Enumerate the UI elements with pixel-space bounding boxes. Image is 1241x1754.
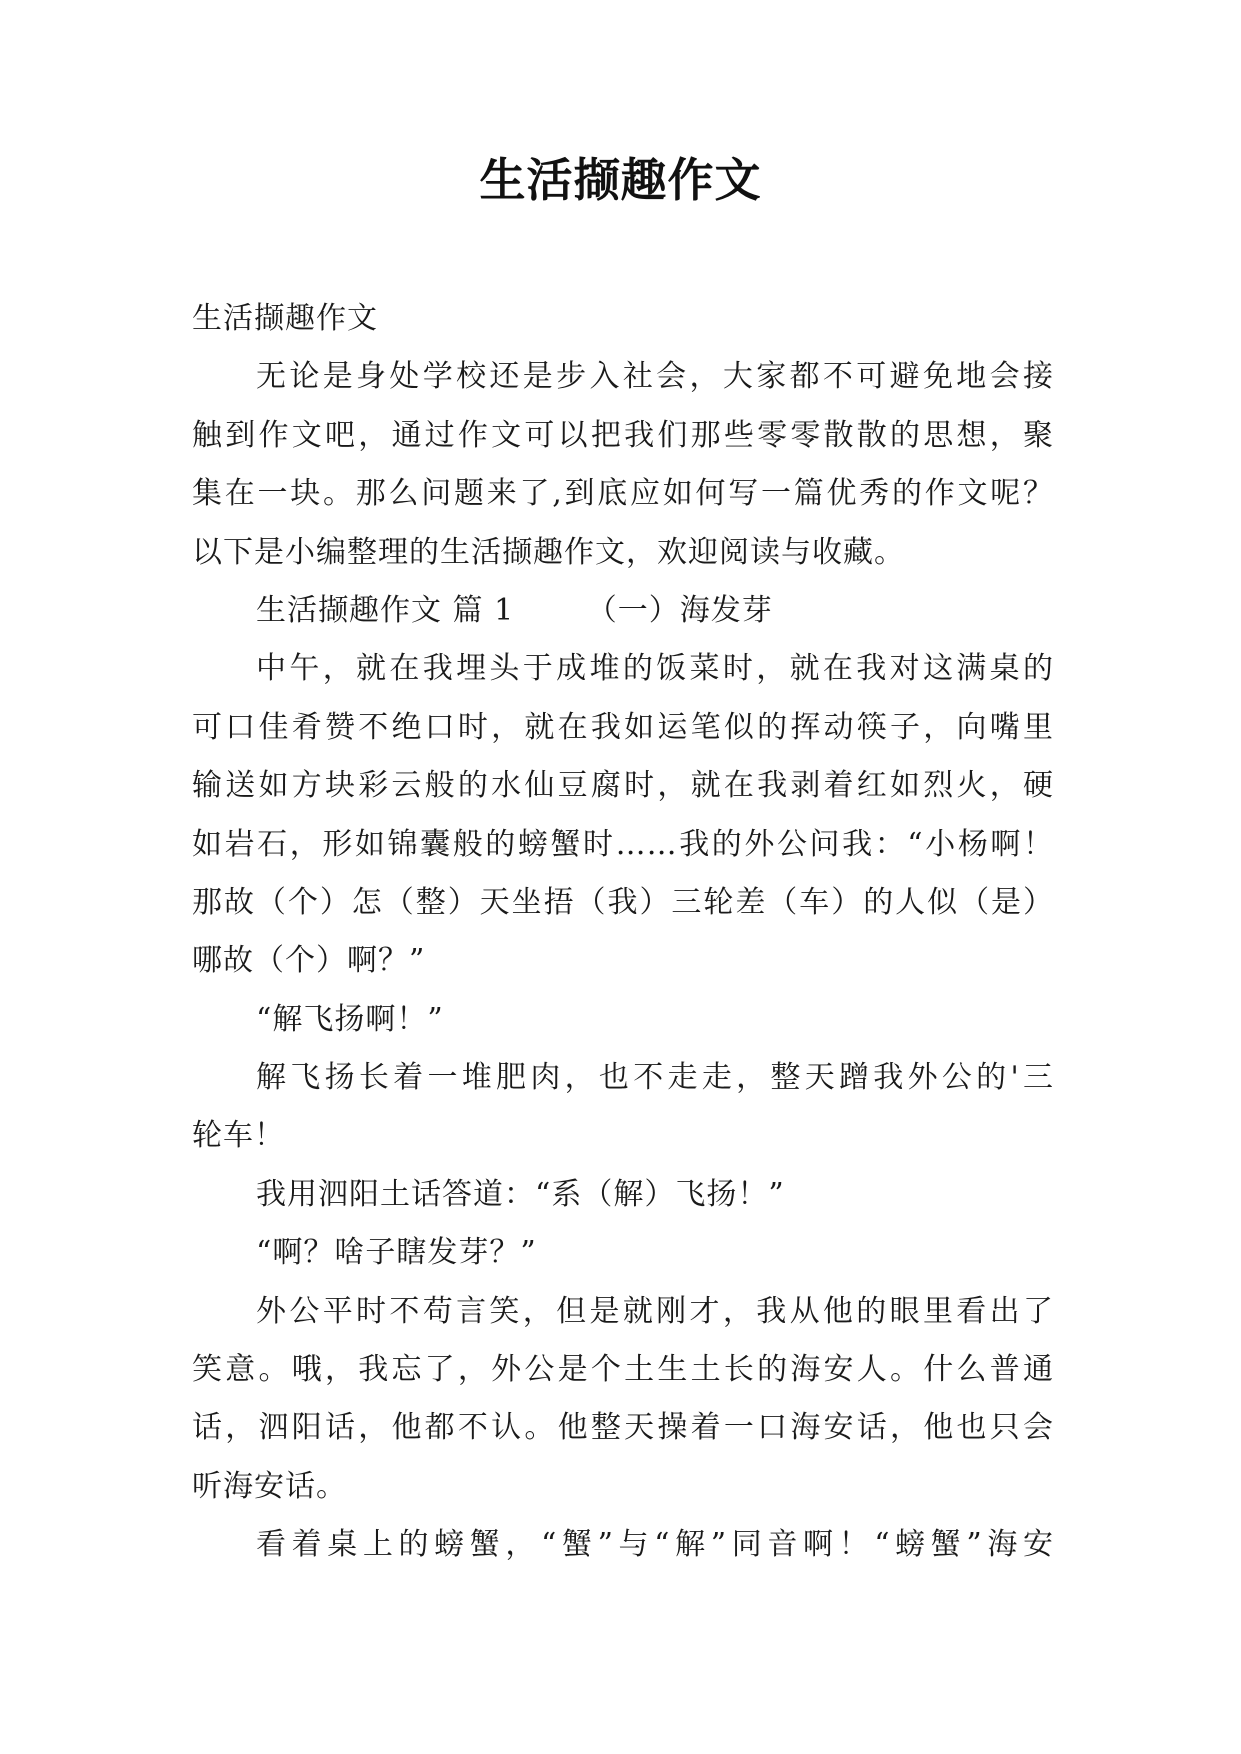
text-line: 听海安话。 bbox=[192, 1468, 347, 1504]
text-line: 输送如方块彩云般的水仙豆腐时，就在我剥着红如烈火，硬 bbox=[192, 768, 1054, 804]
document-title: 生活撷趣作文 bbox=[479, 153, 762, 207]
text-line: 哪故（个）啊？” bbox=[192, 943, 426, 979]
text-line: 生活撷趣作文 bbox=[192, 301, 378, 336]
text-line: 看着桌上的螃蟹，“蟹”与“解”同音啊！“螃蟹”海安 bbox=[256, 1527, 1054, 1563]
text-line: 触到作文吧，通过作文可以把我们那些零零散散的思想，聚 bbox=[192, 417, 1054, 453]
text-line: 以下是小编整理的生活撷趣作文，欢迎阅读与收藏。 bbox=[192, 534, 905, 570]
text-line: 笑意。哦，我忘了，外公是个土生土长的海安人。什么普通 bbox=[192, 1352, 1054, 1388]
text-line: 话，泗阳话，他都不认。他整天操着一口海安话，他也只会 bbox=[192, 1410, 1054, 1446]
text-line: 中午，就在我埋头于成堆的饭菜时，就在我对这满桌的 bbox=[256, 651, 1054, 687]
text-line: 外公平时不苟言笑，但是就刚才，我从他的眼里看出了 bbox=[256, 1293, 1054, 1329]
text-line: 如岩石，形如锦囊般的螃蟹时……我的外公问我：“小杨啊！ bbox=[192, 826, 1054, 862]
text-line: 集在一块。那么问题来了,到底应如何写一篇优秀的作文呢？ bbox=[192, 476, 1054, 512]
text-line: 无论是身处学校还是步入社会，大家都不可避免地会接 bbox=[256, 359, 1054, 395]
text-line: 解飞扬长着一堆肥肉，也不走走，整天蹭我外公的'三 bbox=[256, 1060, 1054, 1096]
text-line: 我用泗阳土话答道：“系（解）飞扬！” bbox=[256, 1176, 785, 1212]
text-line: “解飞扬啊！” bbox=[256, 1001, 444, 1037]
text-line: 可口佳肴赞不绝口时，就在我如运笔似的挥动筷子，向嘴里 bbox=[192, 709, 1054, 745]
text-line: 生活撷趣作文 篇 1 （一）海发芽 bbox=[256, 592, 773, 628]
text-line: “啊？啥子瞎发芽？” bbox=[256, 1235, 537, 1271]
text-line: 轮车！ bbox=[192, 1118, 285, 1154]
document-body bbox=[192, 290, 1054, 1575]
text-line: 那故（个）怎（整）天坐捂（我）三轮差（车）的人似（是） bbox=[192, 884, 1054, 920]
